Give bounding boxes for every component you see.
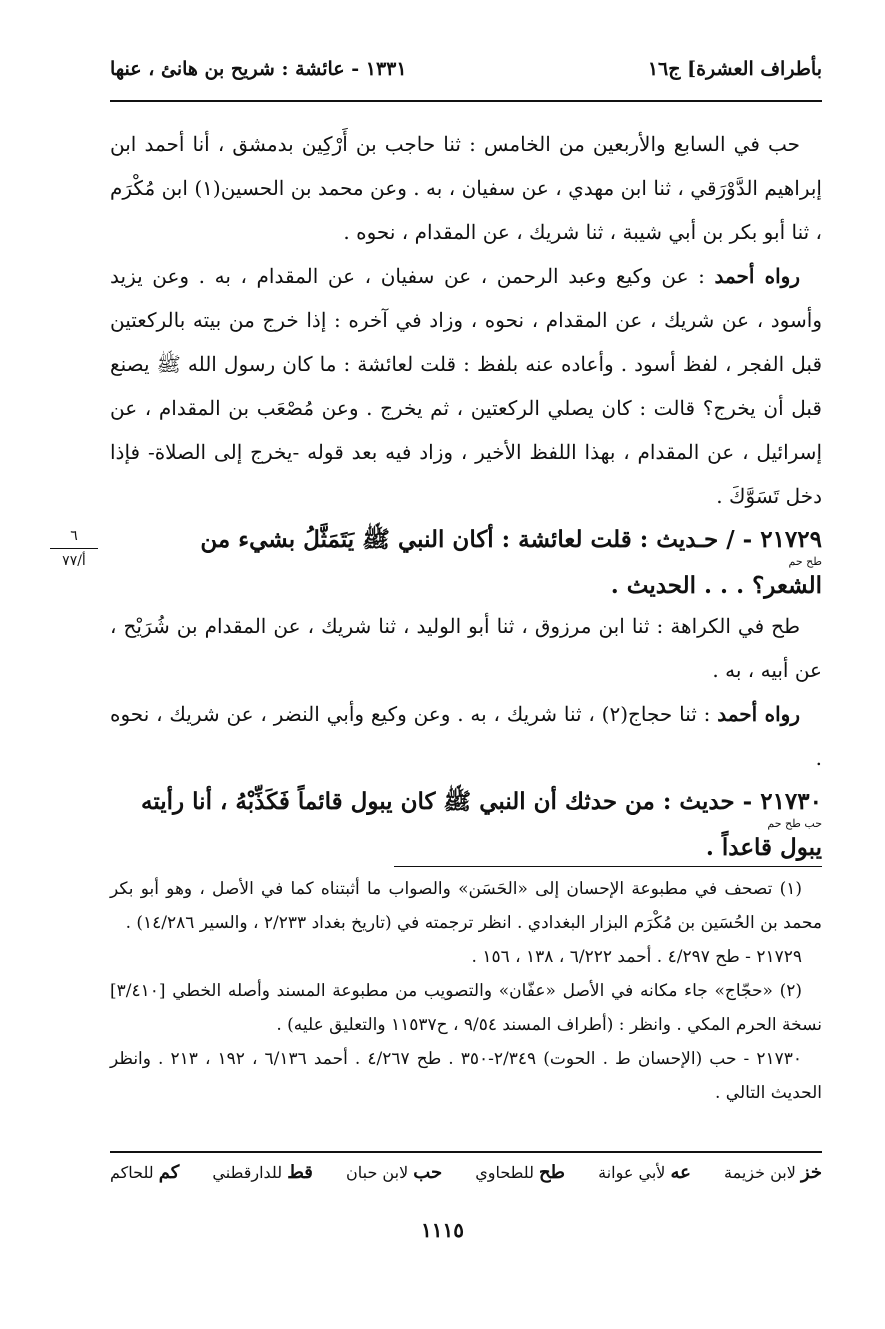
- header-book-title: بأطراف العشرة] ج١٦: [647, 58, 822, 80]
- ahmad-text: : عن وكيع وعبد الرحمن ، عن سفيان ، عن المقدام ، به . وعن يزيد وأسود ، عن شريك ، عن المقدام ، نحوه ، وزاد في آخره : إذا خرج من بيته بالركعتين قبل الفجر ، لفظ أسود . وأعاده عنه بلفظ : قلت لعائشة : ما كان رسول الله ﷺ يصنع قبل أن يخرج؟ قالت : كان يصلي الركعتين ، ثم يخرج . وعن مُصْعَب بن المقدام ، عن إسرائيل ، عن المقدام ، بهذا اللفظ الأخير ، وزاد فيه بعد قوله -يخرج إلى الصلاة- فإذا دخل تَسَوَّكَ .: [110, 264, 822, 508]
- legend-item: خز لابن خزيمة: [724, 1162, 822, 1183]
- hadith-heading-21730: ٢١٧٣٠ - حديث : من حدثك أن النبي ﷺ كان يبول قائماً فَكَذِّبْهُ ، أنا رأيته: [140, 788, 822, 815]
- legend-item: عه لأبي عوانة: [598, 1162, 691, 1183]
- page-number: ١١١٥: [421, 1218, 464, 1242]
- footnote-1: (١) تصحف في مطبوعة الإحسان إلى «الحَسَن» والصواب ما أثبتناه كما في الأصل ، وهو أبو بكر محمد بن الحُسَين بن مُكْرَم البزار البغدادي . انظر ترجمته في (تاريخ بغداد ٢/٢٣٣ ، والسير ١٤/٢٨٦) .: [110, 879, 822, 933]
- hadith-heading-21729-cont: الشعر؟ . . . الحديث .: [610, 572, 822, 599]
- header-section-title: ١٣٣١ - عائشة : شريح بن هانئ ، عنها: [110, 58, 407, 80]
- paragraph-ahmad-1: [110, 254, 822, 518]
- footnote-ref-21729: ٢١٧٢٩ - طح ٤/٢٩٧ . أحمد ٦/٢٢٢ ، ١٣٨ ، ١٥٦ .: [471, 947, 802, 967]
- footnotes: [110, 872, 822, 1110]
- legend-item: حب لابن حبان: [346, 1162, 443, 1183]
- legend-rule: [110, 1151, 822, 1153]
- margin-ref-top: ٦: [70, 528, 78, 544]
- paragraph-ahmad-2: [110, 692, 822, 780]
- header-rule: [110, 100, 822, 102]
- paragraph-tahawi: طح في الكراهة : ثنا ابن مرزوق ، ثنا أبو الوليد ، ثنا شريك ، عن المقدام بن شُرَيْح ، عن أبيه ، به .: [110, 614, 822, 682]
- ahmad-label-2: رواه أحمد: [717, 702, 801, 726]
- hadith-heading-21729: ٢١٧٢٩ - / حـديث : قلت لعائشة : أكان النبي ﷺ يَتَمَثَّلُ بشيء من: [200, 526, 822, 553]
- ahmad-text-2: : ثنا حجاج(٢) ، ثنا شريك ، به . وعن وكيع وأبي النضر ، عن شريك ، نحوه .: [110, 702, 822, 770]
- source-symbols-21730: حب طح حم: [767, 817, 822, 830]
- margin-manuscript-ref: [50, 528, 98, 569]
- legend-item: قط للدارقطني: [212, 1162, 313, 1183]
- margin-ref-bottom: أ/٧٧: [62, 553, 86, 569]
- abbreviation-legend: [110, 1162, 822, 1183]
- margin-ref-divider: [50, 548, 98, 549]
- source-symbols-21729: طح حم: [788, 555, 822, 568]
- ahmad-label: رواه أحمد: [714, 264, 800, 288]
- footnote-ref-21730: ٢١٧٣٠ - حب (الإحسان ط . الحوت) ٢/٣٤٩-٣٥٠ . طح ٤/٢٦٧ . أحمد ٦/١٣٦ ، ١٩٢ ، ٢١٣ . وانظر الحديث التالي .: [110, 1049, 822, 1103]
- running-header: [110, 58, 822, 92]
- legend-item: طح للطحاوي: [475, 1162, 565, 1183]
- paragraph-hibban: حب في السابع والأربعين من الخامس : ثنا حاجب بن أَرْكِين بدمشق ، أنا أحمد ابن إبراهيم الدَّوْرَقي ، ثنا ابن مهدي ، عن سفيان ، به . وعن محمد بن الحسين(١) ابن مُكْرَم ، ثنا أبو بكر بن أبي شيبة ، ثنا شريك ، عن المقدام ، نحوه .: [110, 132, 822, 244]
- footnote-2: (٢) «حجّاج» جاء مكانه في الأصل «عفّان» والتصويب من مطبوعة المسند وأصله الخطي [٣/٤١٠] نسخة الحرم المكي . وانظر : (أطراف المسند ٩/٥٤ ، ح١١٥٣٧ والتعليق عليه) .: [110, 981, 822, 1035]
- footnote-rule: [394, 866, 822, 867]
- hadith-heading-21730-cont: يبول قاعداً .: [705, 834, 822, 861]
- main-text: [110, 122, 822, 866]
- legend-item: كم للحاكم: [110, 1162, 180, 1183]
